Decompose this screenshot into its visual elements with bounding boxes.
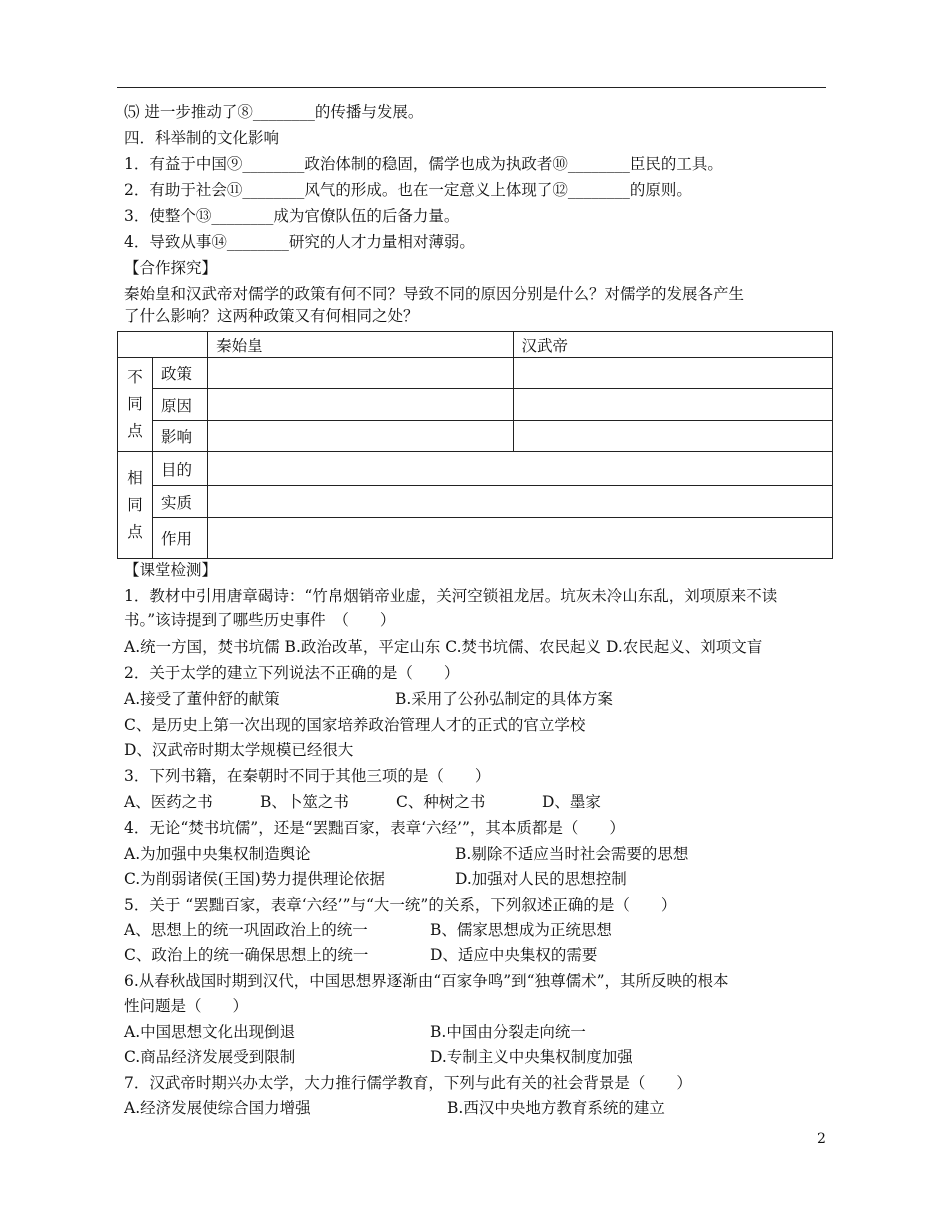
options-line: A.统一方国，焚书坑儒 B.政治改革，平定山东 C.焚书坑儒、农民起义 D.农民起义、刘项文盲 — [124, 638, 763, 656]
question-text: 6.从春秋战国时期到汉代，中国思想界逐渐由“百家争鸣”到“独尊儒术”，其所反映的根本 — [124, 972, 729, 990]
question-text: 秦始皇和汉武帝对儒学的政策有何不同？导致不同的原因分别是什么？对儒学的发展各产生 — [124, 285, 745, 303]
row-label: 目的 — [153, 452, 208, 486]
option: C.为削弱诸侯(王国)势力提供理论依据 — [124, 870, 385, 888]
question-text: 7．汉武帝时期兴办太学，大力推行儒学教育，下列与此有关的社会背景是（ ） — [124, 1074, 692, 1092]
option: A、思想上的统一巩固政治上的统一 — [124, 921, 368, 939]
options-line — [124, 792, 601, 812]
question-text: 5．关于 “罢黜百家，表章‘六经’”与“大一统”的关系，下列叙述正确的是（ ） — [124, 896, 677, 914]
option: D、墨家 — [542, 793, 601, 811]
options-line — [124, 920, 612, 940]
options-line — [124, 1098, 665, 1118]
vertical-text: 相同点 — [127, 468, 143, 541]
section-heading: 四．科举制的文化影响 — [124, 129, 280, 147]
blank-answer-cell — [208, 389, 513, 421]
header-qin-shi-huang: 秦始皇 — [208, 332, 513, 358]
question-text: 性问题是（ ） — [124, 997, 249, 1015]
comparison-table — [117, 331, 833, 559]
question-text: 2．关于太学的建立下列说法不正确的是（ ） — [124, 664, 460, 682]
table-row — [118, 389, 833, 421]
table-corner-cell — [118, 332, 208, 358]
row-label: 实质 — [153, 486, 208, 518]
table-row — [118, 358, 833, 389]
table-row — [118, 452, 833, 486]
options-line — [124, 945, 597, 965]
fill-blank-line: 2．有助于社会⑪________风气的形成。也在一定意义上体现了⑫________的原则。 — [124, 181, 692, 199]
page-number: 2 — [817, 1131, 826, 1147]
row-label: 原因 — [153, 389, 208, 421]
vertical-text: 不同点 — [127, 368, 143, 440]
header-han-wudi: 汉武帝 — [513, 332, 832, 358]
blank-answer-cell — [208, 452, 833, 486]
blank-answer-cell — [208, 518, 833, 559]
question-text: 1．教材中引用唐章碣诗：“竹帛烟销帝业虚，关河空锁祖龙居。坑灰未冷山东乱，刘项原来不读 — [124, 587, 778, 605]
option: B.剔除不适应当时社会需要的思想 — [455, 845, 689, 863]
option: A.中国思想文化出现倒退 — [124, 1023, 296, 1041]
blank-answer-cell — [208, 486, 833, 518]
row-label: 影响 — [153, 421, 208, 452]
table-header-row — [118, 332, 833, 358]
question-text: 4．无论“焚书坑儒”，还是“罢黜百家，表章‘六经’”，其本质都是（ ） — [124, 819, 625, 837]
fill-blank-line: 1．有益于中国⑨________政治体制的稳固，儒学也成为执政者⑩________臣民的工具。 — [124, 155, 723, 173]
option: B、儒家思想成为正统思想 — [430, 921, 612, 939]
group-label-differences — [118, 358, 153, 452]
option: A.为加强中央集权制造舆论 — [124, 845, 311, 863]
option: D、适应中央集权的需要 — [430, 946, 598, 964]
blank-answer-cell — [513, 358, 832, 389]
option: C.商品经济发展受到限制 — [124, 1048, 296, 1066]
option: C、政治上的统一确保思想上的统一 — [124, 946, 369, 964]
option: A、医药之书 — [124, 793, 213, 811]
option: B.中国由分裂走向统一 — [430, 1023, 586, 1041]
blank-answer-cell — [513, 421, 832, 452]
row-label: 政策 — [153, 358, 208, 389]
options-line — [124, 1022, 586, 1042]
section-heading: 【课堂检测】 — [124, 561, 218, 579]
blank-answer-cell — [208, 421, 513, 452]
fill-blank-line: 4．导致从事⑭________研究的人才力量相对薄弱。 — [124, 233, 475, 251]
option: A.经济发展使综合国力增强 — [124, 1099, 311, 1117]
option: B.采用了公孙弘制定的具体方案 — [395, 690, 613, 708]
option: B、卜筮之书 — [260, 793, 349, 811]
table-row — [118, 421, 833, 452]
question-text: 3．下列书籍，在秦朝时不同于其他三项的是（ ） — [124, 767, 491, 785]
question-text: 书。”该诗提到了哪些历史事件 （ ） — [124, 611, 396, 629]
option: D、汉武帝时期太学规模已经很大 — [124, 741, 354, 759]
fill-blank-line: 3．使整个⑬________成为官僚队伍的后备力量。 — [124, 207, 460, 225]
blank-answer-cell — [208, 358, 513, 389]
option: C、是历史上第一次出现的国家培养政治管理人才的正式的官立学校 — [124, 716, 586, 734]
row-label: 作用 — [153, 518, 208, 559]
options-line — [124, 869, 627, 889]
table-row — [118, 486, 833, 518]
section-heading: 【合作探究】 — [124, 259, 218, 277]
blank-answer-cell — [513, 389, 832, 421]
header-rule — [117, 87, 826, 88]
option: D.加强对人民的思想控制 — [455, 870, 627, 888]
question-text: 了什么影响？这两种政策又有何相同之处？ — [124, 307, 419, 325]
table-row — [118, 518, 833, 559]
option: A.接受了董仲舒的献策 — [124, 690, 280, 708]
options-line — [124, 1047, 633, 1067]
option: D.专制主义中央集权制度加强 — [430, 1048, 633, 1066]
option: B.西汉中央地方教育系统的建立 — [447, 1099, 665, 1117]
options-line — [124, 844, 688, 864]
fill-blank-line: ⑸ 进一步推动了⑧________的传播与发展。 — [124, 103, 424, 121]
group-label-similarities — [118, 452, 153, 559]
option: C、种树之书 — [396, 793, 486, 811]
options-line — [124, 689, 613, 709]
